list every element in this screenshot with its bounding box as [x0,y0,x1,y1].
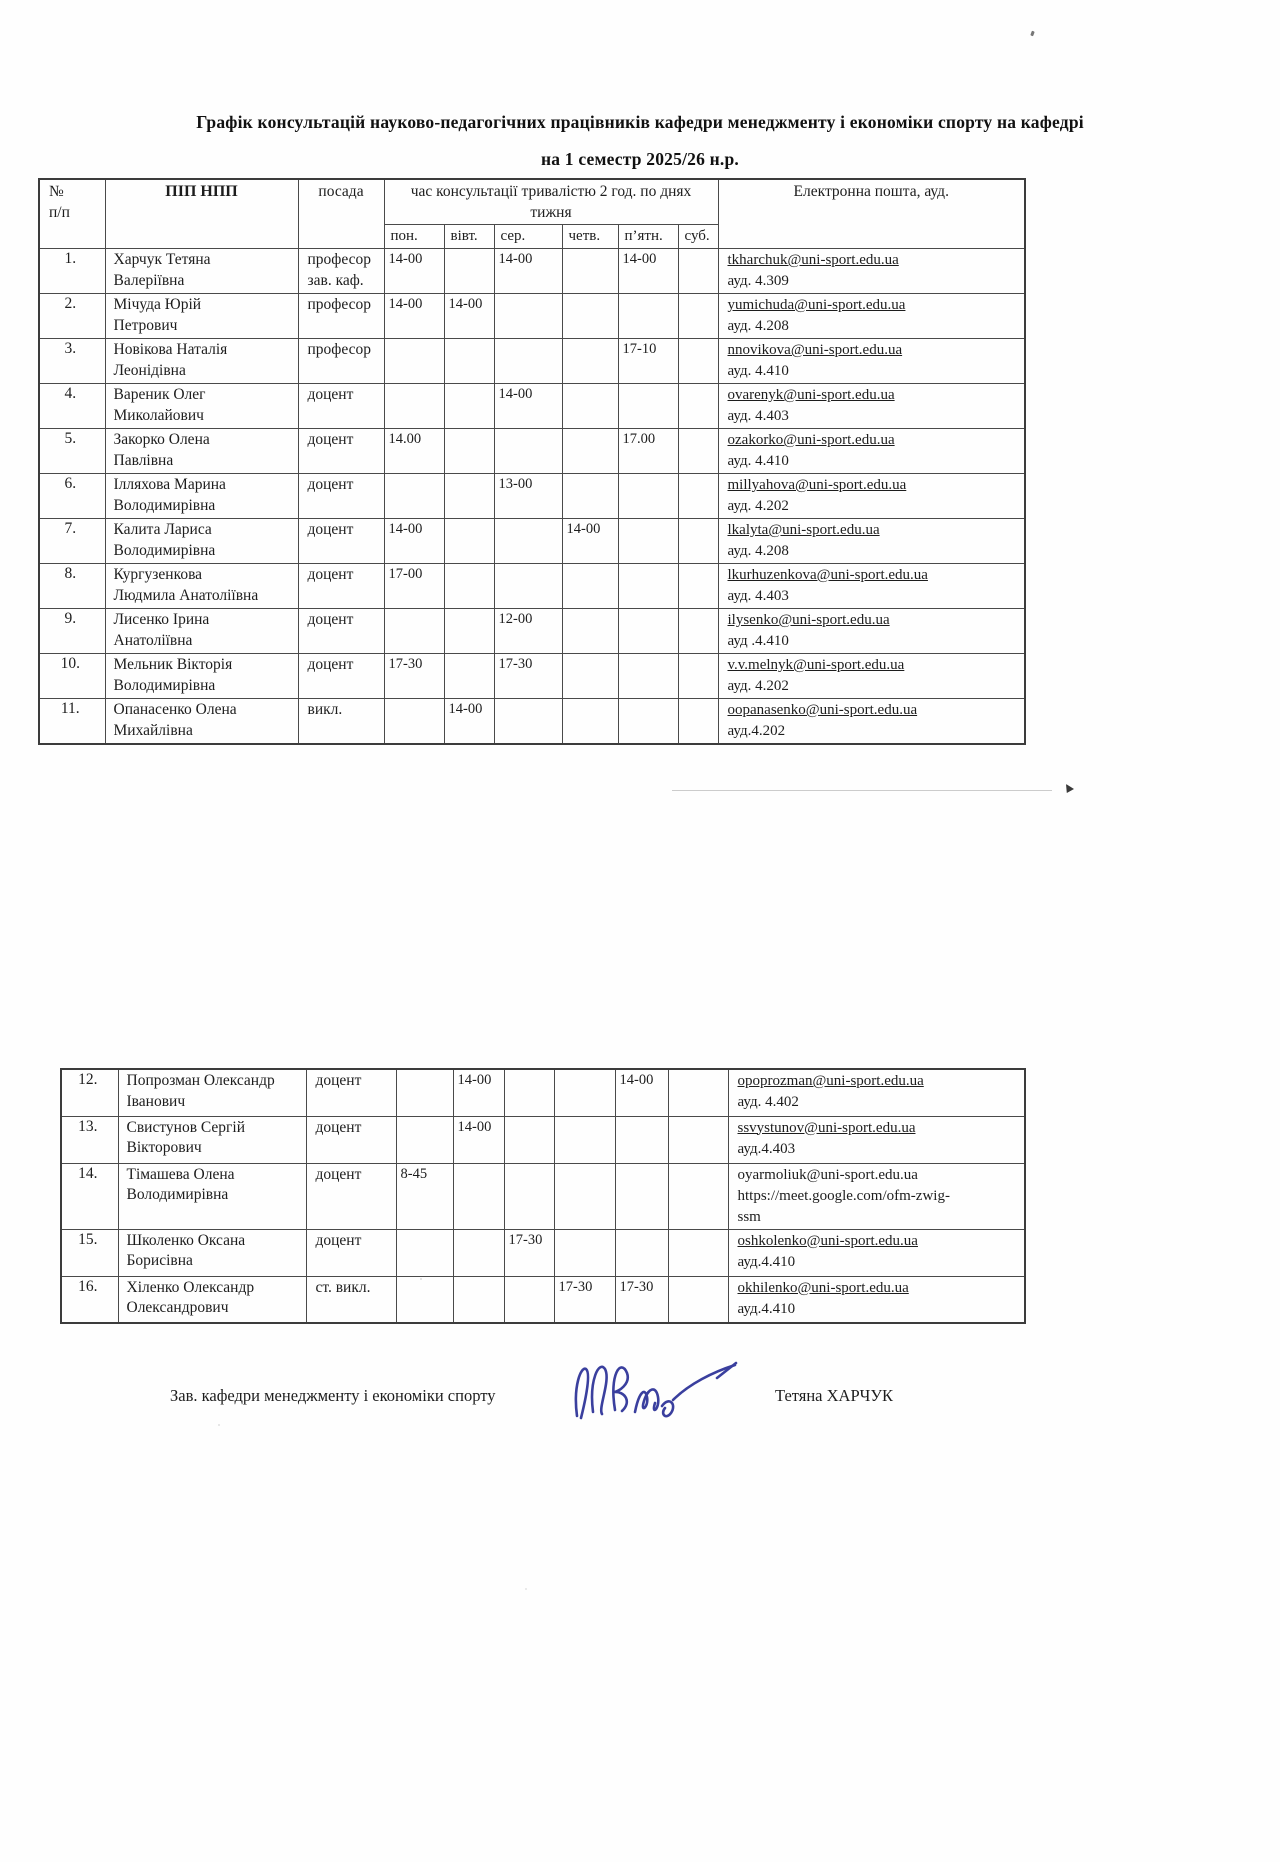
cell-time-sat [678,474,718,519]
table-row [39,429,1025,474]
person-position: викл. [298,699,384,745]
row-number: 5. [39,429,105,474]
email-and-room-cell [718,339,1025,384]
cell-time-tue [444,609,494,654]
email-and-room-cell [728,1069,1025,1116]
cell-time-mon: 17-30 [384,654,444,699]
cell-time-tue [453,1276,504,1323]
cell-time-fri: 17-30 [615,1276,668,1323]
person-position: доцент [298,564,384,609]
email-address: okhilenko@uni-sport.edu.ua [737,1279,909,1296]
cell-time-fri: 17-10 [618,339,678,384]
cell-time-fri [618,609,678,654]
cell-time-tue [444,429,494,474]
cell-time-mon [384,699,444,745]
cell-time-wed [494,339,562,384]
email-address: ilysenko@uni-sport.edu.ua [727,612,890,628]
room-or-link-text: ssm [737,1208,761,1225]
person-name: Кургузенкова Людмила Анатоліївна [105,564,298,609]
table-row [39,564,1025,609]
cell-time-sat [678,609,718,654]
document-title-line2: на 1 семестр 2025/26 н.р. [541,149,739,169]
cell-time-wed [504,1276,554,1323]
person-position: доцент [306,1069,396,1116]
cell-time-fri [615,1163,668,1229]
room-or-link-text: ауд. 4.410 [727,363,789,379]
header-row-number [39,179,105,249]
cell-time-sat [678,339,718,384]
person-position: доцент [306,1229,396,1276]
table-row [61,1116,1025,1163]
row-number: 7. [39,519,105,564]
person-name: Закорко Олена Павлівна [105,429,298,474]
cell-time-mon [396,1116,453,1163]
cell-time-thu [562,294,618,339]
document-title-line1: Графік консультацій науково-педагогічних працівників кафедри менеджменту і економіки спорту на кафедрі [196,112,1084,132]
cell-time-tue [444,384,494,429]
table-row [39,474,1025,519]
cell-time-fri [618,294,678,339]
cell-time-sat [668,1276,728,1323]
table-row [39,699,1025,745]
scan-speck [1066,784,1074,793]
person-name: Попрозман Олександр Іванович [118,1069,306,1116]
email-address: oopanasenko@uni-sport.edu.ua [727,702,918,718]
room-or-link-text: ауд. 4.403 [727,408,789,424]
cell-time-thu [562,474,618,519]
person-position: професор [298,339,384,384]
room-or-link-text: https://meet.google.com/ofm-zwig- [737,1187,950,1204]
cell-time-fri [618,699,678,745]
handwritten-signature [565,1338,745,1443]
table-row [39,339,1025,384]
cell-time-thu [554,1069,615,1116]
header-day-mon: пон. [384,225,444,249]
cell-time-thu [562,609,618,654]
person-name: Лисенко Ірина Анатоліївна [105,609,298,654]
email-address: v.v.melnyk@uni-sport.edu.ua [727,657,905,673]
cell-time-mon: 14.00 [384,429,444,474]
row-number: 4. [39,384,105,429]
footer-signatory-name: Тетяна ХАРЧУК [775,1386,894,1405]
email-and-room-cell [718,294,1025,339]
email-and-room-cell [728,1116,1025,1163]
table-row [39,519,1025,564]
row-number: 13. [61,1116,118,1163]
room-or-link-text: ауд. 4.202 [727,498,789,514]
person-position: ст. викл. [306,1276,396,1323]
consultation-schedule-table-page2 [60,1068,1026,1324]
header-num-symbol: № [49,183,64,200]
cell-time-tue [444,654,494,699]
person-position: доцент [298,609,384,654]
cell-time-sat [678,699,718,745]
cell-time-mon [384,609,444,654]
person-name: Калита Лариса Володимирівна [105,519,298,564]
cell-time-mon [384,384,444,429]
cell-time-wed: 17-30 [504,1229,554,1276]
room-or-link-text: ауд. 4.403 [727,588,789,604]
header-day-fri: п’ятн. [618,225,678,249]
room-or-link-text: ауд.4.410 [737,1253,796,1270]
cell-time-tue [444,249,494,294]
person-name: Вареник Олег Миколайович [105,384,298,429]
header-person-name: ПІП НПП [105,179,298,249]
person-name: Новікова Наталія Леонідівна [105,339,298,384]
header-consultation-time: час консультації тривалістю 2 год. по днях тижня [384,179,718,225]
cell-time-thu [554,1163,615,1229]
cell-time-wed [504,1163,554,1229]
cell-time-wed: 14-00 [494,384,562,429]
cell-time-tue [444,519,494,564]
cell-time-fri [618,474,678,519]
cell-time-mon [396,1229,453,1276]
email-and-room-cell [718,564,1025,609]
email-and-room-cell [718,519,1025,564]
scan-speck [420,1278,422,1280]
person-position: доцент [298,474,384,519]
cell-time-fri [618,564,678,609]
cell-time-mon: 17-00 [384,564,444,609]
cell-time-fri [618,519,678,564]
table-row [61,1069,1025,1116]
row-number: 9. [39,609,105,654]
cell-time-thu [562,564,618,609]
cell-time-mon: 14-00 [384,294,444,339]
row-number: 15. [61,1229,118,1276]
person-name: Харчук Тетяна Валеріївна [105,249,298,294]
cell-time-wed: 17-30 [494,654,562,699]
email-and-room-cell [718,609,1025,654]
room-or-link-text: ауд. 4.402 [737,1094,799,1110]
row-number: 11. [39,699,105,745]
person-position: доцент [298,384,384,429]
cell-time-fri [618,654,678,699]
email-and-room-cell [728,1276,1025,1323]
row-number: 6. [39,474,105,519]
table-row [39,609,1025,654]
email-address: nnovikova@uni-sport.edu.ua [727,342,903,358]
person-name: Свистунов Сергій Вікторович [118,1116,306,1163]
row-number: 14. [61,1163,118,1229]
person-name: Школенко Оксана Борисівна [118,1229,306,1276]
email-address: tkharchuk@uni-sport.edu.ua [727,252,899,268]
email-address: ssvystunov@uni-sport.edu.ua [737,1119,916,1136]
cell-time-sat [678,564,718,609]
cell-time-fri [615,1229,668,1276]
row-number: 12. [61,1069,118,1116]
cell-time-sat [668,1163,728,1229]
cell-time-tue [444,474,494,519]
cell-time-mon [384,339,444,384]
cell-time-sat [678,294,718,339]
row-number: 1. [39,249,105,294]
table-row [39,654,1025,699]
cell-time-mon [396,1276,453,1323]
header-day-thu: четв. [562,225,618,249]
email-and-room-cell [718,384,1025,429]
header-day-wed: сер. [494,225,562,249]
table-row [39,294,1025,339]
cell-time-sat [668,1069,728,1116]
email-address: oshkolenko@uni-sport.edu.ua [737,1232,918,1249]
table-row [39,249,1025,294]
person-position: доцент [298,654,384,699]
person-name: Мельник Вікторія Володимирівна [105,654,298,699]
row-number: 16. [61,1276,118,1323]
person-name: Ілляхова Марина Володимирівна [105,474,298,519]
row-number: 3. [39,339,105,384]
table-row [61,1229,1025,1276]
cell-time-wed [504,1116,554,1163]
header-day-tue: вівт. [444,225,494,249]
footer-signatory-title: Зав. кафедри менеджменту і економіки спорту [170,1386,496,1405]
person-position: доцент [306,1163,396,1229]
cell-time-wed: 12-00 [494,609,562,654]
cell-time-sat [678,249,718,294]
cell-time-tue [453,1229,504,1276]
cell-time-tue: 14-00 [444,699,494,745]
consultation-schedule-table-page1 [38,178,1026,745]
email-and-room-cell [718,429,1025,474]
cell-time-fri: 14-00 [615,1069,668,1116]
person-name: Опанасенко Олена Михайлівна [105,699,298,745]
email-address: millyahova@uni-sport.edu.ua [727,477,907,493]
person-name: Мічуда Юрій Петрович [105,294,298,339]
room-or-link-text: oyarmoliuk@uni-sport.edu.ua [737,1166,918,1183]
person-position: доцент [306,1116,396,1163]
cell-time-fri: 17.00 [618,429,678,474]
cell-time-sat [668,1116,728,1163]
row-number: 2. [39,294,105,339]
cell-time-wed [494,294,562,339]
email-address: yumichuda@uni-sport.edu.ua [727,297,906,313]
scan-speck [525,1588,527,1590]
room-or-link-text: ауд. 4.208 [727,543,789,559]
cell-time-mon: 14-00 [384,249,444,294]
email-and-room-cell [728,1229,1025,1276]
cell-time-wed [494,699,562,745]
cell-time-tue: 14-00 [453,1069,504,1116]
email-address: lkurhuzenkova@uni-sport.edu.ua [727,567,928,583]
page-edge-shadow [672,790,1052,791]
header-position: посада [298,179,384,249]
person-position: доцент [298,429,384,474]
header-num-pp: п/п [49,204,70,221]
table-row [61,1276,1025,1323]
person-position: професор [298,294,384,339]
person-position: професор зав. каф. [298,249,384,294]
cell-time-mon [396,1069,453,1116]
person-name: Хіленко Олександр Олександрович [118,1276,306,1323]
room-or-link-text: ауд .4.410 [727,633,789,649]
cell-time-wed [504,1069,554,1116]
cell-time-tue [453,1163,504,1229]
email-address: ozakorko@uni-sport.edu.ua [727,432,895,448]
email-address: opoprozman@uni-sport.edu.ua [737,1073,924,1089]
person-position: доцент [298,519,384,564]
row-number: 10. [39,654,105,699]
cell-time-thu [562,429,618,474]
cell-time-mon: 14-00 [384,519,444,564]
header-day-sat: суб. [678,225,718,249]
email-address: ovarenyk@uni-sport.edu.ua [727,387,895,403]
cell-time-thu: 14-00 [562,519,618,564]
cell-time-fri [615,1116,668,1163]
cell-time-mon: 8-45 [396,1163,453,1229]
cell-time-thu [562,384,618,429]
cell-time-wed [494,429,562,474]
cell-time-thu [562,249,618,294]
cell-time-thu [562,699,618,745]
person-name: Тімашева Олена Володимирівна [118,1163,306,1229]
row-number: 8. [39,564,105,609]
room-or-link-text: ауд.4.202 [727,723,786,739]
scan-speck [218,1424,220,1426]
email-address: lkalyta@uni-sport.edu.ua [727,522,880,538]
room-or-link-text: ауд. 4.208 [727,318,789,334]
cell-time-wed [494,519,562,564]
cell-time-tue: 14-00 [453,1116,504,1163]
cell-time-tue [444,564,494,609]
cell-time-sat [668,1229,728,1276]
email-and-room-cell [718,699,1025,745]
room-or-link-text: ауд.4.403 [737,1140,796,1157]
cell-time-sat [678,519,718,564]
cell-time-mon [384,474,444,519]
cell-time-fri: 14-00 [618,249,678,294]
cell-time-fri [618,384,678,429]
room-or-link-text: ауд. 4.410 [727,453,789,469]
room-or-link-text: ауд.4.410 [737,1300,796,1317]
cell-time-wed: 14-00 [494,249,562,294]
cell-time-thu [562,339,618,384]
cell-time-thu [554,1229,615,1276]
email-and-room-cell [718,474,1025,519]
email-and-room-cell [718,654,1025,699]
cell-time-thu [554,1116,615,1163]
email-and-room-cell [728,1163,1025,1229]
cell-time-wed [494,564,562,609]
cell-time-wed: 13-00 [494,474,562,519]
email-and-room-cell [718,249,1025,294]
room-or-link-text: ауд. 4.309 [727,273,789,289]
room-or-link-text: ауд. 4.202 [727,678,789,694]
cell-time-tue: 14-00 [444,294,494,339]
table-row [39,384,1025,429]
table-row [61,1163,1025,1229]
cell-time-sat [678,429,718,474]
cell-time-sat [678,654,718,699]
scan-speck [1030,31,1035,37]
cell-time-thu [562,654,618,699]
cell-time-thu: 17-30 [554,1276,615,1323]
cell-time-tue [444,339,494,384]
header-email: Електронна пошта, ауд. [718,179,1025,249]
cell-time-sat [678,384,718,429]
